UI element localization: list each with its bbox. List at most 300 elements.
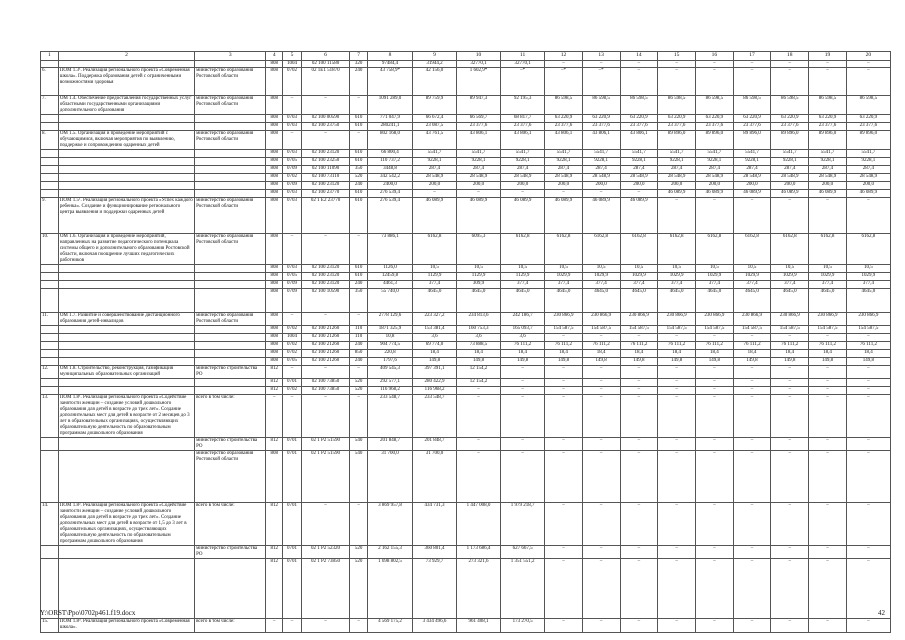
row-number (41, 358, 59, 366)
cell-value: – (413, 190, 457, 198)
cell-value: 240 (350, 68, 368, 96)
cell-value: 46 089,9 (501, 198, 545, 234)
cell-value: 904 774,5 (367, 342, 412, 350)
cell-value: 02 1 Р2 73850 (301, 559, 349, 619)
cell-value: 02 100 73850 (301, 387, 349, 395)
cell-value: 63 220,9 (695, 115, 733, 123)
cell-value: 154 587,5 (658, 326, 696, 334)
cell-value: 0709 (283, 166, 302, 174)
cell-value: 808 (266, 313, 283, 326)
cell-value: 9228,1 (695, 158, 733, 166)
cell-value: 149,8 (733, 358, 771, 366)
column-number: 16 (695, 52, 733, 61)
cell-value: 1091 289,0 (367, 96, 412, 115)
cell-value: 10,5 (545, 265, 583, 273)
cell-value: 287,4 (413, 166, 457, 174)
cell-value: 230 866,9 (582, 313, 620, 326)
cell-value: 1029,9 (809, 273, 847, 281)
measure-name: ОМ 1.5. Организация и проведение мероприятий с обучающимися, включая мероприятия по выявлению, поддержке и сопровождению одаренных детей (58, 131, 194, 150)
cell-value: – (457, 395, 501, 438)
cell-value: 5541,7 (733, 150, 771, 158)
cell-value: 86 598,5 (582, 96, 620, 115)
cell-value: 1129,9 (457, 273, 501, 281)
cell-value: 10,5 (620, 265, 658, 273)
measure-name (58, 158, 194, 166)
row-number (41, 123, 59, 131)
cell-value: 377,4 (771, 281, 809, 289)
cell-value: 230 866,9 (771, 313, 809, 326)
cell-value: 4645,0 (658, 289, 696, 313)
cell-value: 0702 (283, 174, 302, 182)
cell-value: – (771, 503, 809, 546)
cell-value: 12 154,2 (457, 379, 501, 387)
cell-value: 230 866,9 (545, 313, 583, 326)
cell-value: 808 (266, 281, 283, 289)
executor: министерство образования Ростовской области (195, 198, 266, 234)
cell-value: 18,4 (695, 350, 733, 358)
cell-value: 0702 (283, 326, 302, 334)
cell-value: – (658, 68, 696, 96)
cell-value: 149,8 (695, 358, 733, 366)
cell-value: 808 (266, 190, 283, 198)
table-row (41, 115, 891, 123)
executor: министерство образования Ростовской области (195, 131, 266, 150)
cell-value: – (350, 96, 368, 115)
cell-value: – (620, 366, 658, 379)
cell-value: 0709 (283, 182, 302, 190)
cell-value: – (771, 387, 809, 395)
cell-value: – (545, 395, 583, 438)
cell-value: 110 737,2 (367, 158, 412, 166)
cell-value: 320 (350, 61, 368, 68)
cell-value: 110 (350, 326, 368, 334)
cell-value: 76 111,2 (846, 342, 890, 350)
column-number: 11 (501, 52, 545, 61)
cell-value: – (771, 559, 809, 619)
row-number: 11. (41, 313, 59, 326)
cell-value: 97484,4 (367, 61, 412, 68)
cell-value: – (620, 379, 658, 387)
cell-value: – (733, 438, 771, 451)
cell-value: 02 100 21260 (301, 350, 349, 358)
cell-value: – (582, 334, 620, 342)
cell-value: 02 100 11580 (301, 61, 349, 68)
cell-value: 4645,0 (695, 289, 733, 313)
cell-value: 18,4 (501, 350, 545, 358)
table-row (41, 61, 891, 68)
cell-value: 9228,1 (846, 158, 890, 166)
cell-value: 18,4 (582, 350, 620, 358)
cell-value: 153 381,4 (413, 326, 457, 334)
cell-value: 149,8 (771, 358, 809, 366)
cell-value: – (733, 68, 771, 96)
row-number (41, 182, 59, 190)
measure-name (58, 326, 194, 334)
cell-value: 28 548,9 (733, 174, 771, 182)
cell-value: – (809, 619, 847, 633)
cell-value: 32770,1 (501, 61, 545, 68)
cell-value: 63 220,9 (658, 115, 696, 123)
cell-value: 287,4 (771, 166, 809, 174)
cell-value: 43 806,1 (545, 131, 583, 150)
cell-value: 808 (266, 131, 283, 150)
cell-value: 230 866,9 (658, 313, 696, 326)
cell-value: 0705 (283, 158, 302, 166)
cell-value: 43 758,9* (367, 68, 412, 96)
cell-value: 342 542,2 (367, 174, 412, 182)
cell-value: – (350, 366, 368, 379)
cell-value: – (545, 379, 583, 387)
cell-value: 55 740,0 (367, 289, 412, 313)
cell-value: 46 089,9 (413, 198, 457, 234)
cell-value: 377,4 (545, 281, 583, 289)
cell-value: 808 (266, 198, 283, 234)
measure-name: ПОМ 1.3¹. Реализация регионального проекта «Современная школа». Поддержка образования детей с ограниченными возможностями здоровья (58, 68, 194, 96)
cell-value: 808 (266, 68, 283, 96)
cell-value: 12459,8 (367, 273, 412, 281)
cell-value: 02 1 Е2 23770 (301, 198, 349, 234)
row-number (41, 326, 59, 334)
cell-value: 3,6 (413, 334, 457, 342)
table-row (41, 131, 891, 150)
cell-value: 18,4 (620, 350, 658, 358)
cell-value: – (350, 313, 368, 326)
cell-value: 0703 (283, 123, 302, 131)
cell-value: – (695, 438, 733, 451)
cell-value: 200,0 (658, 182, 696, 190)
cell-value: 12 154,2 (457, 366, 501, 379)
column-number: 14 (620, 52, 658, 61)
row-number (41, 387, 59, 395)
cell-value: 86 598,5 (846, 96, 890, 115)
cell-value: 149,8 (809, 358, 847, 366)
cell-value: 377,4 (582, 281, 620, 289)
cell-value: 43 761,5 (413, 131, 457, 150)
cell-value: 23 377,6 (733, 123, 771, 131)
cell-value: 76 111,2 (771, 342, 809, 350)
cell-value: 230 866,9 (809, 313, 847, 326)
cell-value: – (457, 387, 501, 395)
column-number: 13 (582, 52, 620, 61)
cell-value: 6162,8 (771, 234, 809, 265)
executor: всего в том числе: (195, 619, 266, 633)
executor (195, 265, 266, 273)
cell-value: – (771, 334, 809, 342)
cell-value: 154 587,5 (620, 326, 658, 334)
cell-value: 276 539,4 (367, 190, 412, 198)
cell-value: 160 753,3 (457, 326, 501, 334)
cell-value: 0703 (283, 115, 302, 123)
table-row (41, 182, 891, 190)
cell-value: – (771, 451, 809, 503)
cell-value: 434 731,3 (413, 503, 457, 546)
cell-value: – (283, 366, 302, 379)
cell-value: 200,0 (545, 182, 583, 190)
cell-value: – (658, 559, 696, 619)
cell-value: 69 774,0 (413, 342, 457, 350)
executor (195, 123, 266, 131)
table-row (41, 546, 891, 559)
measure-name (58, 281, 194, 289)
cell-value: 0703 (283, 190, 302, 198)
cell-value: 02 100 23120 (301, 150, 349, 158)
cell-value: 0702 (283, 68, 302, 96)
cell-value: 10,5 (695, 265, 733, 273)
cell-value: – (695, 619, 733, 633)
cell-value: – (620, 503, 658, 546)
cell-value: 276 539,4 (367, 198, 412, 234)
measure-name (58, 265, 194, 273)
cell-value: – (809, 387, 847, 395)
row-number (41, 158, 59, 166)
cell-value: 5541,7 (846, 150, 890, 158)
measure-name (58, 438, 194, 451)
cell-value: 116 968,2 (367, 387, 412, 395)
cell-value: 9228,1 (501, 158, 545, 166)
cell-value: – (545, 546, 583, 559)
row-number (41, 190, 59, 198)
cell-value: – (501, 451, 545, 503)
cell-value: 223 327,2 (413, 313, 457, 326)
measure-name: ОМ 1.8. Строительство, реконструкция, газификация муниципальных образовательных организаций (58, 366, 194, 379)
cell-value: 377,4 (413, 281, 457, 289)
row-number (41, 334, 59, 342)
cell-value: – (809, 438, 847, 451)
cell-value: 9228,1 (413, 158, 457, 166)
executor (195, 158, 266, 166)
cell-value: 808 (266, 334, 283, 342)
cell-value: – (620, 68, 658, 96)
cell-value: 86 598,5 (658, 96, 696, 115)
cell-value: 02 100 10590 (301, 289, 349, 313)
measure-name (58, 358, 194, 366)
measure-name (58, 166, 194, 174)
cell-value: 9228,1 (809, 158, 847, 166)
cell-value: – (658, 366, 696, 379)
cell-value: 377,4 (695, 281, 733, 289)
cell-value: – (809, 546, 847, 559)
cell-value: 812 (266, 366, 283, 379)
table-row (41, 387, 891, 395)
cell-value: 200,0 (582, 182, 620, 190)
cell-value: 3,6 (501, 334, 545, 342)
cell-value: 1129,9 (413, 273, 457, 281)
cell-value: 63 220,9 (809, 115, 847, 123)
cell-value: 149,8 (658, 358, 696, 366)
cell-value: 5541,7 (771, 150, 809, 158)
cell-value: – (582, 503, 620, 546)
column-number: 3 (195, 52, 266, 61)
cell-value: 273 321,6 (457, 559, 501, 619)
cell-value: 0705 (283, 273, 302, 281)
cell-value: 28 548,9 (658, 174, 696, 182)
cell-value: – (301, 131, 349, 150)
cell-value: 3 869 957,8 (367, 503, 412, 546)
cell-value: – (771, 68, 809, 96)
cell-value: –* (545, 68, 583, 96)
row-number: 8. (41, 131, 59, 150)
cell-value: 292 577,1 (367, 379, 412, 387)
column-number: 8 (367, 52, 412, 61)
cell-value: 1029,9 (545, 273, 583, 281)
cell-value: – (266, 619, 283, 633)
cell-value: 154 587,5 (771, 326, 809, 334)
cell-value: 10,8 (367, 334, 412, 342)
table-row (41, 234, 891, 265)
cell-value: 287,4 (658, 166, 696, 174)
cell-value: 0702 (283, 342, 302, 350)
cell-value: 1126,0 (367, 265, 412, 273)
cell-value: 149,8 (413, 358, 457, 366)
cell-value: – (620, 559, 658, 619)
cell-value: – (695, 198, 733, 234)
cell-value: – (501, 366, 545, 379)
cell-value: 1 698 802,5 (367, 559, 412, 619)
cell-value: 28 548,9 (771, 174, 809, 182)
executor: министерство образования Ростовской области (195, 68, 266, 96)
executor: министерство строительства РО (195, 366, 266, 379)
executor: министерство строительства РО (195, 438, 266, 451)
cell-value: 4461,3 (367, 281, 412, 289)
cell-value: 230 866,9 (620, 313, 658, 326)
cell-value: 89 896,0 (771, 131, 809, 150)
cell-value: 610 (350, 123, 368, 131)
cell-value: 02 100 73110 (301, 174, 349, 182)
cell-value: – (658, 395, 696, 438)
cell-value: 02 100 00590 (301, 115, 349, 123)
cell-value: 610 (350, 158, 368, 166)
cell-value: – (582, 559, 620, 619)
executor (195, 115, 266, 123)
cell-value: 808 (266, 158, 283, 166)
table-row (41, 96, 891, 115)
cell-value: 154 587,5 (809, 326, 847, 334)
cell-value: 812 (266, 379, 283, 387)
column-number: 9 (413, 52, 457, 61)
table-row (41, 150, 891, 158)
cell-value: – (658, 503, 696, 546)
cell-value: – (301, 366, 349, 379)
cell-value: 28 548,9 (501, 174, 545, 182)
cell-value: – (301, 96, 349, 115)
cell-value: 1029,9 (620, 273, 658, 281)
row-number: 13. (41, 395, 59, 438)
executor (195, 61, 266, 68)
cell-value: 0703 (283, 265, 302, 273)
cell-value: 63 220,9 (545, 115, 583, 123)
cell-value: 808 (266, 350, 283, 358)
cell-value: 46 089,9 (695, 190, 733, 198)
table-row (41, 273, 891, 281)
table-row (41, 438, 891, 451)
cell-value: – (620, 395, 658, 438)
cell-value: 1029,9 (846, 273, 890, 281)
cell-value: 23 377,6 (545, 123, 583, 131)
cell-value: – (545, 334, 583, 342)
cell-value: 5541,7 (582, 150, 620, 158)
cell-value: 154 587,5 (846, 326, 890, 334)
cell-value: 200,0 (501, 182, 545, 190)
cell-value: – (733, 366, 771, 379)
cell-value: 02 100 21260 (301, 342, 349, 350)
measure-name: ПОМ 1.5¹. Реализация регионального проекта «Успех каждого ребенка». Создание и функционирование регионального центра выявления и поддержки одаренных детей (58, 198, 194, 234)
cell-value: 89 896,0 (809, 131, 847, 150)
table-row (41, 358, 891, 366)
cell-value: – (350, 395, 368, 438)
cell-value: – (658, 198, 696, 234)
cell-value: 6162,8 (809, 234, 847, 265)
cell-value: 287,4 (501, 166, 545, 174)
header-row (41, 52, 891, 61)
table-row (41, 559, 891, 619)
cell-value: – (301, 503, 349, 546)
cell-value: – (846, 198, 890, 234)
cell-value: 154 587,5 (733, 326, 771, 334)
measure-name: ОМ 1.4. Обеспечение предоставления государственных услуг областными государственными организациями дополнительного образования (58, 96, 194, 115)
cell-value: – (545, 387, 583, 395)
cell-value: 6162,8 (733, 234, 771, 265)
measure-name (58, 115, 194, 123)
cell-value: 1029,9 (733, 273, 771, 281)
cell-value: 1029,9 (658, 273, 696, 281)
cell-value: 46 089,9 (846, 190, 890, 198)
cell-value: 0703 (283, 198, 302, 234)
cell-value: – (266, 395, 283, 438)
cell-value: 230 866,9 (733, 313, 771, 326)
cell-value: 1004 (283, 61, 302, 68)
measure-name (58, 61, 194, 68)
cell-value: – (658, 451, 696, 503)
column-number: 10 (457, 52, 501, 61)
cell-value: – (809, 379, 847, 387)
cell-value: – (809, 61, 847, 68)
cell-value: – (545, 503, 583, 546)
cell-value: 1 602,9* (457, 68, 501, 96)
cell-value: 0703 (283, 150, 302, 158)
executor: министерство строительства РО (195, 546, 266, 559)
executor: министерство образования Ростовской области (195, 451, 266, 503)
cell-value: 808 (266, 289, 283, 313)
cell-value: 42 156,0 (413, 68, 457, 96)
measure-name (58, 342, 194, 350)
cell-value: 9228,1 (545, 158, 583, 166)
cell-value: – (658, 619, 696, 633)
cell-value: 02 1 Р2 51590 (301, 438, 349, 451)
cell-value: 28 548,9 (809, 174, 847, 182)
cell-value: 5541,7 (501, 150, 545, 158)
cell-value: 66 800,4 (367, 150, 412, 158)
cell-value: – (733, 198, 771, 234)
cell-value: 28 548,9 (695, 174, 733, 182)
measure-name: ПОМ 1.8¹. Реализация регионального проекта «Содействие занятости женщин – создание условий дошкольного образования для детей в возрасте до трех лет». Создание дополнительных мест для детей в возрасте от 2 месяцев до 3 лет в образовательных организациях, осуществляющих образовательную деятельность по образовательным программам дошкольного образования (58, 395, 194, 438)
column-number: 5 (283, 52, 302, 61)
cell-value: 46 089,9 (545, 198, 583, 234)
cell-value: 31944,2 (413, 61, 457, 68)
cell-value: 23 377,6 (846, 123, 890, 131)
cell-value: 76 111,2 (501, 342, 545, 350)
cell-value: 43 806,1 (582, 131, 620, 150)
cell-value: 4645,0 (545, 289, 583, 313)
measure-name (58, 123, 194, 131)
cell-value: 812 (266, 546, 283, 559)
cell-value: – (545, 559, 583, 619)
cell-value: 23 377,6 (582, 123, 620, 131)
cell-value: 165 093,7 (501, 326, 545, 334)
column-number: 12 (545, 52, 583, 61)
cell-value: – (771, 61, 809, 68)
cell-value: – (846, 438, 890, 451)
cell-value: 89 896,0 (658, 131, 696, 150)
